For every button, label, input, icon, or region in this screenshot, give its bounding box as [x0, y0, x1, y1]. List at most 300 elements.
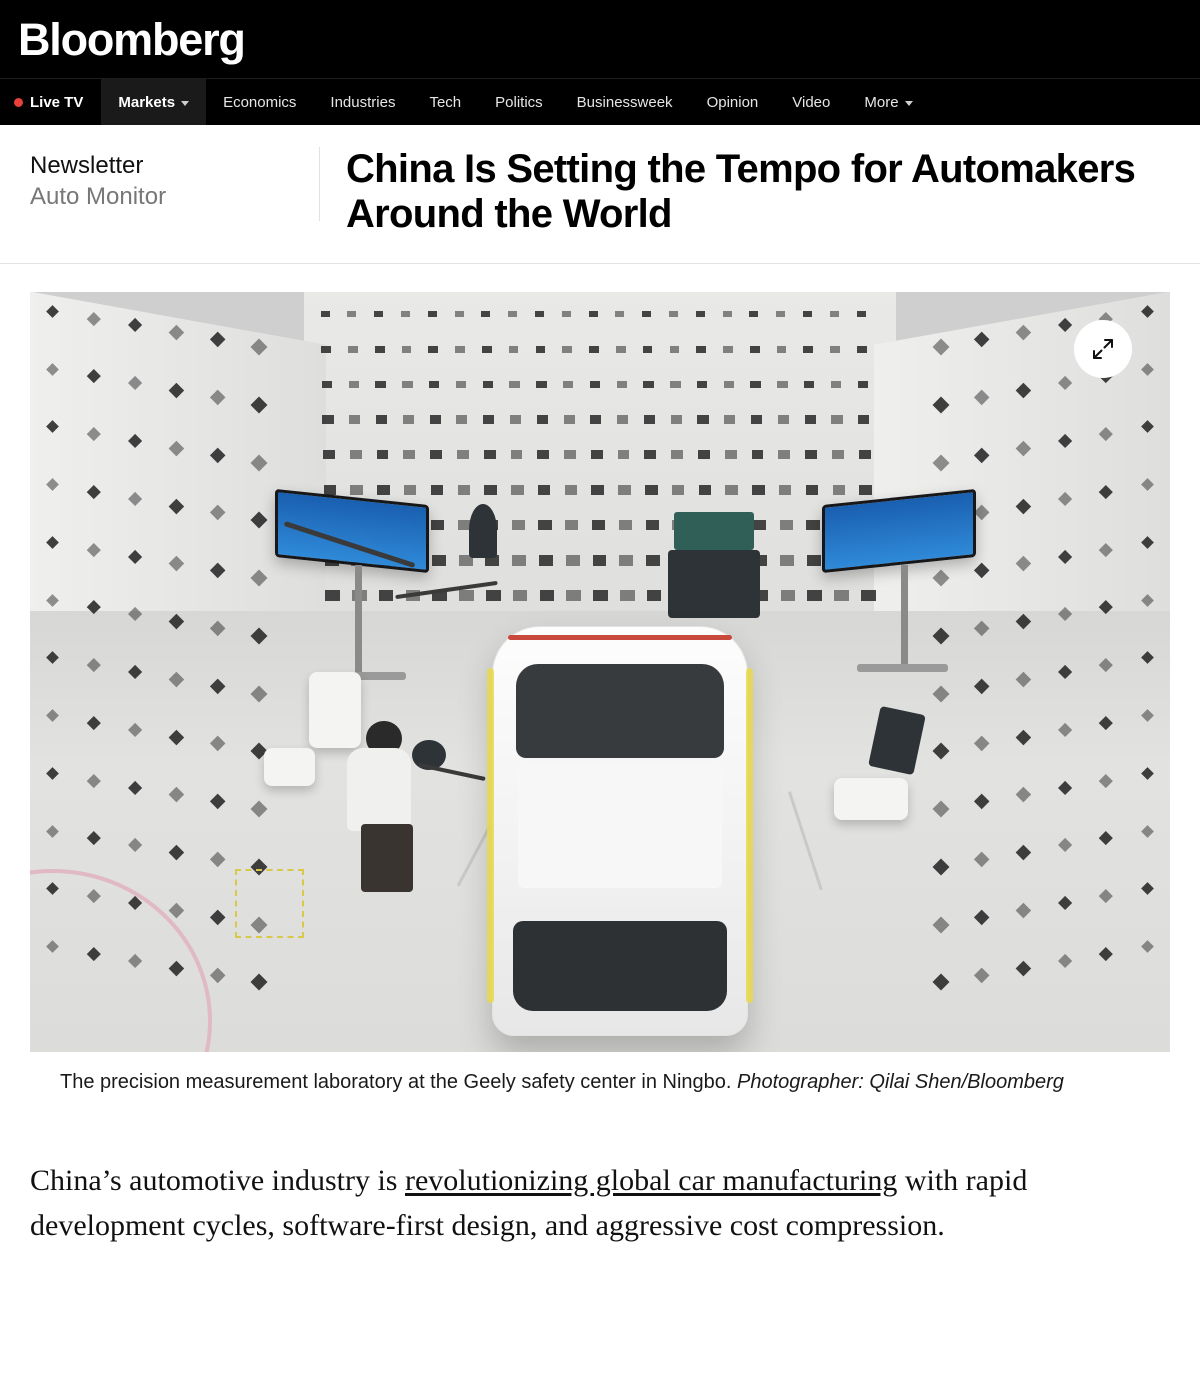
photo-absorber-diamond: [46, 363, 59, 376]
photo-absorber-diamond: [1016, 960, 1031, 975]
photo-absorber-square: [646, 520, 659, 530]
photo-absorber-square: [428, 311, 437, 318]
site-masthead: [0, 0, 1200, 78]
photo-absorber-square: [401, 311, 410, 318]
photo-absorber-diamond: [128, 780, 142, 794]
photo-absorber-diamond: [932, 396, 949, 413]
photo-absorber-square: [430, 415, 441, 423]
photo-absorber-square: [698, 450, 710, 459]
nav-item-more[interactable]: [847, 79, 929, 125]
photo-absorber-square: [619, 555, 633, 565]
photo-absorber-diamond: [251, 801, 268, 818]
photo-absorber-diamond: [251, 512, 268, 529]
photo-absorber-square: [537, 415, 548, 423]
photo-absorber-square: [620, 590, 635, 601]
photo-absorber-diamond: [974, 736, 990, 752]
photo-absorber-square: [592, 520, 605, 530]
photo-absorber-diamond: [210, 736, 226, 752]
photo-absorber-square: [456, 381, 466, 389]
photo-absorber-square: [643, 346, 653, 353]
photo-absorber-diamond: [1016, 672, 1031, 687]
photo-absorber-square: [616, 346, 626, 353]
photo-absorber-diamond: [46, 767, 59, 780]
lead-figure: [0, 264, 1200, 1096]
photo-absorber-diamond: [128, 549, 142, 563]
photo-absorber-square: [431, 520, 444, 530]
photo-absorber-diamond: [210, 621, 226, 637]
photo-absorber-square: [402, 346, 412, 353]
photo-absorber-diamond: [932, 801, 949, 818]
photo-absorber-diamond: [1099, 485, 1113, 499]
nav-item-label: Tech: [429, 93, 462, 111]
photo-absorber-diamond: [974, 678, 990, 694]
photo-absorber-square: [807, 555, 821, 565]
photo-absorber-diamond: [1016, 787, 1031, 802]
photo-absorber-diamond: [1057, 607, 1071, 621]
photo-absorber-square: [670, 381, 680, 389]
photo-absorber-square: [777, 346, 787, 353]
photo-absorber-diamond: [251, 396, 268, 413]
photo-absorber-square: [563, 381, 573, 389]
photo-absorber-square: [379, 590, 394, 601]
photo-absorber-square: [593, 555, 607, 565]
photo-absorber-diamond: [1016, 441, 1031, 456]
lead-photo[interactable]: [30, 292, 1170, 1052]
photo-absorber-square: [725, 485, 738, 494]
live-tv-button[interactable]: [0, 79, 101, 125]
photo-absorber-diamond: [1099, 658, 1113, 672]
photo-absorber-square: [322, 381, 332, 389]
photo-absorber-square: [429, 381, 439, 389]
photo-absorber-square: [484, 450, 496, 459]
photo-absorber-diamond: [1057, 896, 1071, 910]
photo-absorber-diamond: [210, 967, 226, 983]
photo-absorber-square: [723, 311, 732, 318]
photo-absorber-diamond: [974, 563, 990, 579]
photo-absorber-square: [537, 450, 549, 459]
photo-absorber-square: [402, 381, 412, 389]
photo-absorber-square: [830, 311, 839, 318]
photo-robot-arm: [469, 504, 498, 557]
photo-absorber-diamond: [1099, 947, 1113, 961]
nav-item-label: Politics: [495, 93, 543, 111]
photo-absorber-square: [803, 346, 813, 353]
photo-absorber-square: [804, 381, 814, 389]
lead-text-before-link: China’s automotive industry is: [30, 1163, 405, 1197]
primary-navigation: [0, 78, 1200, 125]
photo-absorber-square: [752, 450, 764, 459]
photo-equipment-dark: [668, 550, 759, 618]
photo-absorber-square: [513, 590, 528, 601]
photo-absorber-diamond: [1099, 889, 1113, 903]
photo-absorber-diamond: [932, 685, 949, 702]
photo-absorber-diamond: [251, 685, 268, 702]
photo-absorber-diamond: [1016, 845, 1031, 860]
photo-absorber-diamond: [251, 627, 268, 644]
kicker-type-label: Newsletter: [30, 152, 144, 179]
photo-absorber-diamond: [169, 498, 184, 513]
photo-absorber-diamond: [1141, 594, 1154, 607]
nav-item-economics[interactable]: [206, 79, 313, 125]
photo-absorber-square: [589, 346, 599, 353]
photo-absorber-square: [671, 450, 683, 459]
photo-absorber-square: [781, 590, 796, 601]
photo-absorber-square: [857, 311, 866, 318]
photo-absorber-square: [697, 415, 708, 423]
photo-absorber-diamond: [1016, 614, 1031, 629]
photo-absorber-square: [858, 381, 868, 389]
photo-absorber-square: [431, 485, 444, 494]
photo-absorber-square: [321, 346, 331, 353]
photo-worker-legs: [361, 824, 413, 892]
photo-absorber-diamond: [1016, 325, 1031, 340]
photo-car-rear-glass: [513, 921, 727, 1011]
photo-monitor-base: [857, 664, 948, 672]
photo-absorber-diamond: [169, 441, 184, 456]
photo-absorber-diamond: [1057, 723, 1071, 737]
photo-absorber-diamond: [46, 536, 59, 549]
photo-absorber-diamond: [1057, 954, 1071, 968]
photo-absorber-square: [778, 415, 789, 423]
photo-car-edge-marker: [746, 668, 753, 1003]
photo-absorber-square: [643, 381, 653, 389]
photo-absorber-diamond: [128, 838, 142, 852]
photo-absorber-diamond: [1141, 883, 1154, 896]
photo-absorber-square: [430, 450, 442, 459]
photo-absorber-diamond: [932, 974, 949, 991]
kicker-newsletter-name: Auto Monitor: [30, 183, 167, 210]
photo-absorber-diamond: [46, 709, 59, 722]
photo-absorber-square: [349, 381, 359, 389]
photo-equipment-cart: [309, 672, 360, 748]
photo-monitor-stand: [901, 565, 908, 664]
photo-absorber-diamond: [1141, 767, 1154, 780]
photo-absorber-square: [481, 311, 490, 318]
photo-absorber-diamond: [932, 916, 949, 933]
photo-absorber-square: [350, 485, 363, 494]
photo-absorber-diamond: [210, 794, 226, 810]
photo-instrument-box: [264, 748, 315, 786]
photo-absorber-square: [374, 311, 383, 318]
photo-absorber-square: [565, 520, 578, 530]
photo-absorber-square: [566, 555, 580, 565]
photo-absorber-square: [697, 381, 707, 389]
photo-absorber-diamond: [1099, 427, 1113, 441]
nav-item-politics[interactable]: [478, 79, 560, 125]
photo-absorber-square: [512, 555, 526, 565]
photo-absorber-square: [858, 415, 869, 423]
photo-absorber-diamond: [87, 427, 101, 441]
photo-absorber-square: [404, 485, 417, 494]
photo-absorber-square: [806, 520, 819, 530]
photo-absorber-diamond: [251, 570, 268, 587]
photo-absorber-square: [511, 450, 523, 459]
photo-absorber-diamond: [128, 318, 142, 332]
photo-absorber-square: [508, 311, 517, 318]
photo-absorber-square: [486, 590, 501, 601]
photo-absorber-diamond: [46, 420, 59, 433]
photo-absorber-square: [806, 485, 819, 494]
photo-absorber-diamond: [1141, 478, 1154, 491]
photo-absorber-diamond: [1141, 363, 1154, 376]
photo-absorber-square: [780, 520, 793, 530]
photo-absorber-square: [483, 381, 493, 389]
photo-absorber-square: [512, 520, 525, 530]
photo-absorber-square: [859, 450, 871, 459]
photo-absorber-square: [536, 346, 546, 353]
photo-absorber-square: [562, 311, 571, 318]
nav-item-video[interactable]: [775, 79, 847, 125]
photo-absorber-square: [591, 450, 603, 459]
photo-absorber-square: [403, 415, 414, 423]
photo-absorber-square: [589, 311, 598, 318]
photo-absorber-square: [672, 485, 685, 494]
photo-absorber-square: [647, 590, 662, 601]
photo-car-windshield: [516, 664, 725, 758]
photo-absorber-square: [325, 590, 340, 601]
inline-link-revolutionizing[interactable]: revolutionizing global car manufacturing: [405, 1163, 898, 1197]
photo-absorber-diamond: [87, 543, 101, 557]
photo-absorber-diamond: [1016, 903, 1031, 918]
photo-absorber-square: [511, 485, 524, 494]
photo-absorber-square: [671, 415, 682, 423]
photo-absorber-square: [456, 415, 467, 423]
figure-caption: [30, 1052, 1170, 1096]
photo-absorber-square: [752, 485, 765, 494]
photo-absorber-square: [646, 555, 660, 565]
photo-absorber-square: [377, 485, 390, 494]
photo-absorber-square: [779, 485, 792, 494]
bloomberg-logo[interactable]: Bloomberg: [18, 13, 245, 65]
nav-item-label: Businessweek: [576, 93, 673, 111]
nav-item-label: Economics: [223, 93, 297, 111]
photo-absorber-diamond: [1141, 709, 1154, 722]
photo-absorber-diamond: [210, 852, 226, 868]
photo-absorber-square: [566, 590, 581, 601]
photo-absorber-diamond: [1057, 492, 1071, 506]
live-tv-label: Live TV: [30, 93, 84, 111]
expand-photo-button[interactable]: [1074, 320, 1132, 378]
photo-absorber-diamond: [46, 825, 59, 838]
photo-absorber-square: [538, 520, 551, 530]
photo-absorber-square: [807, 590, 822, 601]
figure-caption-credit: Photographer: Qilai Shen/Bloomberg: [737, 1070, 1064, 1093]
photo-absorber-diamond: [1057, 434, 1071, 448]
photo-absorber-square: [377, 450, 389, 459]
photo-car-roof-panel: [518, 766, 722, 889]
photo-absorber-square: [591, 485, 604, 494]
article-lead-paragraph: [30, 1158, 1150, 1248]
photo-absorber-diamond: [169, 729, 184, 744]
photo-absorber-square: [696, 311, 705, 318]
photo-absorber-diamond: [1016, 556, 1031, 571]
photo-absorber-square: [432, 555, 446, 565]
photo-absorber-square: [458, 485, 471, 494]
photo-absorber-diamond: [1099, 774, 1113, 788]
photo-absorber-square: [831, 381, 841, 389]
photo-absorber-diamond: [974, 621, 990, 637]
photo-absorber-square: [645, 485, 658, 494]
photo-absorber-diamond: [1141, 305, 1154, 318]
photo-absorber-square: [831, 415, 842, 423]
photo-absorber-square: [457, 450, 469, 459]
photo-absorber-square: [778, 450, 790, 459]
photo-absorber-diamond: [932, 338, 949, 355]
photo-absorber-square: [538, 485, 551, 494]
photo-absorber-diamond: [1141, 536, 1154, 549]
article-kicker[interactable]: [0, 147, 320, 221]
photo-absorber-square: [750, 346, 760, 353]
photo-absorber-square: [615, 311, 624, 318]
photo-absorber-square: [803, 311, 812, 318]
photo-absorber-diamond: [128, 434, 142, 448]
photo-absorber-diamond: [1141, 420, 1154, 433]
chevron-down-icon: [181, 101, 189, 106]
nav-item-industries[interactable]: [313, 79, 412, 125]
photo-absorber-diamond: [974, 390, 990, 406]
photo-absorber-square: [833, 485, 846, 494]
nav-item-label: Opinion: [706, 93, 759, 111]
photo-absorber-diamond: [210, 390, 226, 406]
photo-absorber-diamond: [932, 570, 949, 587]
photo-absorber-diamond: [87, 774, 101, 788]
photo-absorber-square: [644, 415, 655, 423]
photo-absorber-square: [751, 415, 762, 423]
photo-absorber-square: [834, 590, 849, 601]
photo-absorber-square: [455, 346, 465, 353]
photo-floor-tape: [235, 869, 303, 937]
nav-item-label: Industries: [330, 93, 396, 111]
nav-item-tech[interactable]: [412, 79, 478, 125]
expand-arrows-icon: [1090, 336, 1116, 362]
photo-absorber-diamond: [1099, 543, 1113, 557]
photo-absorber-square: [669, 311, 678, 318]
photo-absorber-diamond: [932, 743, 949, 760]
photo-absorber-square: [776, 311, 785, 318]
nav-item-label: Video: [792, 93, 831, 111]
photo-absorber-diamond: [169, 787, 184, 802]
page-title: China Is Setting the Tempo for Automakers Around the World: [346, 147, 1136, 236]
photo-absorber-diamond: [1057, 665, 1071, 679]
photo-monitor-stand: [355, 565, 362, 671]
photo-absorber-square: [670, 346, 680, 353]
photo-absorber-diamond: [87, 716, 101, 730]
nav-item-list: [101, 79, 929, 125]
photo-absorber-square: [540, 590, 555, 601]
photo-absorber-square: [403, 450, 415, 459]
photo-absorber-square: [484, 485, 497, 494]
photo-absorber-square: [455, 311, 464, 318]
photo-absorber-square: [750, 381, 760, 389]
photo-absorber-square: [617, 415, 628, 423]
photo-absorber-diamond: [932, 454, 949, 471]
figure-caption-text: The precision measurement laboratory at the Geely safety center in Ningbo.: [60, 1070, 732, 1093]
photo-absorber-square: [644, 450, 656, 459]
photo-absorber-diamond: [210, 678, 226, 694]
photo-absorber-square: [482, 346, 492, 353]
article-body: [0, 1096, 1180, 1278]
photo-absorber-diamond: [1016, 383, 1031, 398]
photo-absorber-diamond: [210, 909, 226, 925]
photo-absorber-square: [509, 346, 519, 353]
photo-absorber-square: [699, 485, 712, 494]
photo-absorber-square: [564, 450, 576, 459]
photo-absorber-diamond: [128, 492, 142, 506]
photo-absorber-diamond: [1016, 729, 1031, 744]
photo-absorber-square: [350, 450, 362, 459]
photo-absorber-diamond: [974, 505, 990, 521]
photo-absorber-square: [347, 311, 356, 318]
photo-absorber-square: [857, 346, 867, 353]
live-indicator-icon: [14, 98, 23, 107]
photo-absorber-diamond: [210, 447, 226, 463]
nav-item-markets[interactable]: [101, 79, 206, 125]
photo-absorber-diamond: [974, 447, 990, 463]
photo-absorber-square: [859, 485, 872, 494]
nav-item-businessweek[interactable]: [560, 79, 690, 125]
photo-absorber-square: [562, 346, 572, 353]
photo-absorber-square: [617, 381, 627, 389]
photo-absorber-diamond: [87, 600, 101, 614]
photo-absorber-diamond: [87, 369, 101, 383]
photo-absorber-diamond: [169, 845, 184, 860]
photo-absorber-square: [642, 311, 651, 318]
photo-absorber-square: [749, 311, 758, 318]
photo-absorber-diamond: [87, 658, 101, 672]
photo-absorber-square: [510, 415, 521, 423]
photo-room-scene: [30, 292, 1170, 1052]
photo-absorber-square: [618, 485, 631, 494]
photo-absorber-square: [565, 485, 578, 494]
photo-absorber-square: [861, 590, 876, 601]
photo-absorber-diamond: [974, 967, 990, 983]
photo-absorber-diamond: [210, 505, 226, 521]
photo-absorber-square: [535, 311, 544, 318]
photo-absorber-diamond: [169, 325, 184, 340]
photo-absorber-diamond: [169, 383, 184, 398]
photo-equipment-teal: [674, 512, 754, 550]
photo-absorber-square: [723, 346, 733, 353]
photo-absorber-diamond: [87, 312, 101, 326]
photo-absorber-square: [459, 590, 474, 601]
nav-item-label: Markets: [118, 93, 176, 111]
photo-absorber-square: [375, 346, 385, 353]
photo-absorber-diamond: [974, 794, 990, 810]
photo-absorber-diamond: [1141, 940, 1154, 953]
photo-absorber-square: [777, 381, 787, 389]
nav-item-opinion[interactable]: [690, 79, 776, 125]
lead-text-after-link: with rapid development cycles, software-first design, and aggressive cost compression.: [30, 1163, 1028, 1242]
photo-absorber-square: [509, 381, 519, 389]
photo-absorber-square: [321, 311, 330, 318]
photo-absorber-square: [539, 555, 553, 565]
photo-absorber-diamond: [974, 909, 990, 925]
photo-absorber-square: [618, 450, 630, 459]
photo-absorber-square: [724, 381, 734, 389]
photo-absorber-diamond: [46, 651, 59, 664]
photo-absorber-diamond: [1057, 780, 1071, 794]
photo-absorber-diamond: [1057, 376, 1071, 390]
photo-absorber-diamond: [169, 672, 184, 687]
photo-absorber-square: [832, 450, 844, 459]
photo-car-edge-marker: [487, 668, 494, 1003]
photo-absorber-diamond: [1057, 549, 1071, 563]
photo-absorber-diamond: [87, 485, 101, 499]
photo-absorber-square: [375, 381, 385, 389]
photo-absorber-diamond: [46, 594, 59, 607]
photo-absorber-square: [322, 415, 333, 423]
photo-absorber-diamond: [210, 332, 226, 348]
